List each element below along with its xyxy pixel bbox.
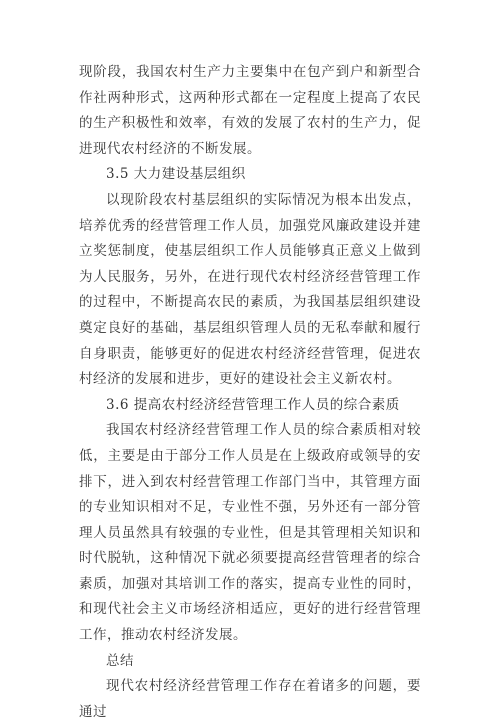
section-heading-3-6: 3.6 提高农村经济经营管理工作人员的综合素质 bbox=[106, 396, 400, 413]
document-body bbox=[79, 60, 421, 725]
paragraph-rural-productivity: 现阶段，我国农村生产力主要集中在包产到户和新型合作社两种形式，这两种形式都在一定程度上提高了农民的生产积极性和效率，有效的发展了农村的生产力，促进现代农村经济的不断发展。 bbox=[79, 64, 421, 157]
section-heading-summary: 总结 bbox=[106, 652, 134, 669]
section-heading-3-5: 3.5 大力建设基层组织 bbox=[106, 166, 246, 183]
paragraph-summary: 现代农村经济经营管理工作存在着诸多的问题，要通过 bbox=[79, 678, 421, 720]
paragraph-staff-quality: 我国农村经济经营管理工作人员的综合素质相对较低，主要是由于部分工作人员是在上级政府或领导的安排下，进入到农村经营管理工作部门当中，其管理方面的专业知识相对不足，专业性不强，另外还有一部分管理人员虽然具有较强的专业性，但是其管理相关知识和时代脱轨，这种情况下就必须要提高经营管理者的综合素质，加强对其培训工作的落实，提高专业性的同时，和现代社会主义市场经济相适应，更好的进行经营管理工作，推动农村经济发展。 bbox=[79, 422, 421, 644]
paragraph-grassroots-organization: 以现阶段农村基层组织的实际情况为根本出发点，培养优秀的经营管理工作人员，加强党风廉政建设并建立奖惩制度，使基层组织工作人员能够真正意义上做到为人民服务，另外，在进行现代农村经济经营管理工作的过程中，不断提高农民的素质，为我国基层组织建设奠定良好的基础，基层组织管理人员的无私奉献和履行自身职责，能够更好的促进农村经济经营管理，促进农村经济的发展和进步，更好的建设社会主义新农村。 bbox=[79, 191, 421, 388]
